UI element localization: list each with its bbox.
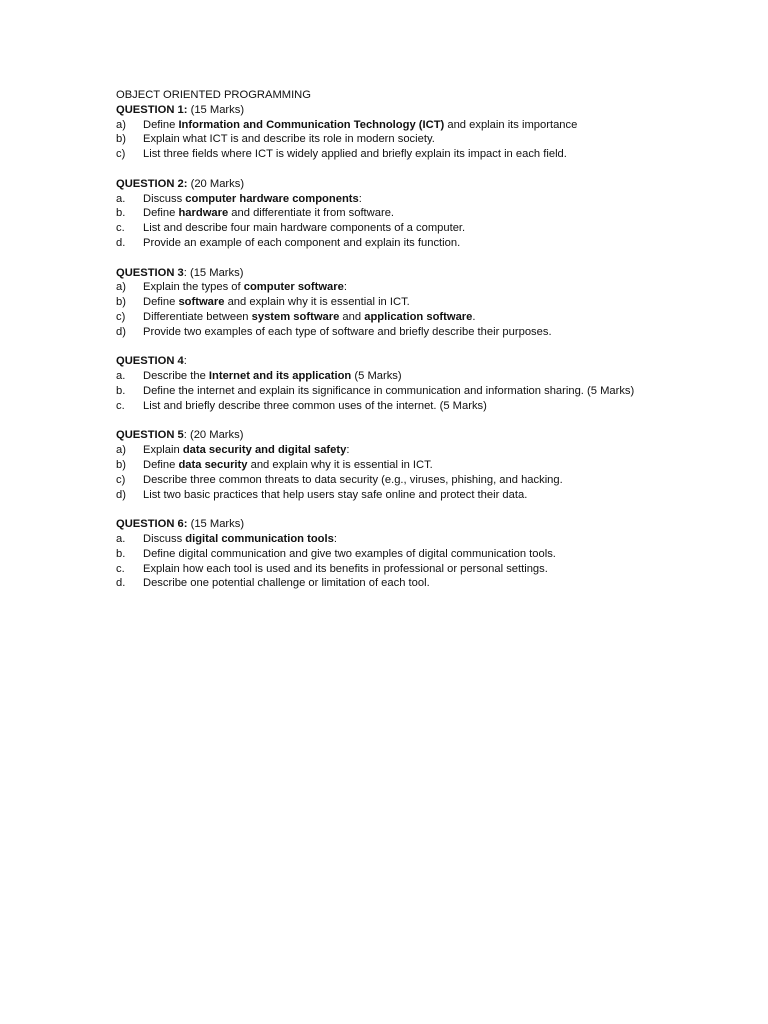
- item-text-run: Differentiate between: [143, 310, 252, 323]
- item-text: [143, 458, 656, 473]
- question-item: [116, 473, 656, 488]
- item-label: c.: [116, 222, 125, 235]
- question-number: QUESTION 6:: [116, 518, 188, 531]
- question-number: QUESTION 5: [116, 429, 184, 442]
- item-label: a.: [116, 192, 126, 205]
- question-block: [116, 177, 656, 251]
- question-item: [116, 192, 656, 207]
- item-label: d): [116, 325, 126, 338]
- item-key-term: data security and digital safety: [182, 444, 347, 457]
- question-block: [116, 354, 656, 413]
- item-text-run: :: [346, 444, 350, 457]
- item-label: b): [116, 296, 126, 309]
- item-text-run: (5 Marks): [351, 370, 402, 383]
- item-text-run: List and describe four main hardware components of a computer.: [143, 222, 466, 235]
- question-marks: (20 Marks): [187, 177, 245, 190]
- item-text: [143, 562, 656, 577]
- question-heading: [116, 266, 656, 281]
- document-title: OBJECT ORIENTED PROGRAMMING: [116, 89, 311, 101]
- question-block: [116, 517, 656, 591]
- question-block: [116, 266, 656, 340]
- item-text: [143, 384, 656, 399]
- item-text-run: List three fields where ICT is widely applied and briefly explain its impact in each field.: [143, 148, 567, 161]
- question-number: QUESTION 3: [116, 266, 184, 279]
- item-text-run: :: [343, 281, 347, 294]
- item-text-run: List two basic practices that help users stay safe online and protect their data.: [143, 488, 528, 501]
- question-item: [116, 488, 656, 503]
- item-text: [143, 236, 656, 251]
- item-label: c.: [116, 562, 125, 575]
- item-key-term: computer hardware components: [185, 192, 359, 205]
- item-text: [143, 295, 656, 310]
- item-label: b.: [116, 547, 126, 560]
- item-text: [143, 547, 656, 562]
- item-label: b.: [116, 207, 126, 220]
- question-marks: : (15 Marks): [183, 266, 244, 279]
- item-text: [143, 206, 656, 221]
- question-heading: [116, 103, 656, 118]
- question-item: [116, 458, 656, 473]
- item-text: [143, 310, 656, 325]
- question-heading: [116, 354, 656, 369]
- item-text-run: and explain its importance: [444, 118, 578, 131]
- question-marks: :: [183, 355, 187, 368]
- question-marks: : (20 Marks): [183, 429, 244, 442]
- item-text-run: and differentiate it from software.: [228, 207, 395, 220]
- item-text: [143, 473, 656, 488]
- question-list: [116, 103, 656, 591]
- question-item: [116, 295, 656, 310]
- item-text-run: Provide two examples of each type of software and briefly describe their purposes.: [143, 325, 552, 338]
- item-text-run: Define the internet and explain its significance in communication and information sharing. (5 Marks): [143, 384, 635, 397]
- item-text: [143, 488, 656, 503]
- question-marks: (15 Marks): [187, 103, 245, 116]
- question-item: [116, 532, 656, 547]
- question-block: [116, 103, 656, 162]
- item-text: [143, 118, 656, 133]
- item-label: b): [116, 133, 126, 146]
- item-text-run: Define: [143, 458, 179, 471]
- item-label: d.: [116, 577, 126, 590]
- item-key-term: hardware: [178, 207, 229, 220]
- item-label: c): [116, 473, 126, 486]
- item-text: [143, 147, 656, 162]
- question-heading: [116, 177, 656, 192]
- item-text-run: Define digital communication and give two examples of digital communication tools.: [143, 547, 556, 560]
- item-text: [143, 399, 656, 414]
- item-key-term: data security: [178, 458, 248, 471]
- question-number: QUESTION 4: [116, 355, 184, 368]
- item-key-term: digital communication tools: [185, 532, 334, 545]
- item-text-run: Describe three common threats to data security (e.g., viruses, phishing, and hacking.: [143, 473, 563, 486]
- item-text-run: and: [339, 310, 365, 323]
- item-label: a): [116, 118, 126, 131]
- item-key-term: application software: [364, 310, 473, 323]
- question-item: [116, 369, 656, 384]
- item-text-run: Describe the: [143, 370, 209, 383]
- question-item: [116, 399, 656, 414]
- item-key-term: software: [178, 296, 225, 309]
- item-label: d.: [116, 236, 126, 249]
- item-text-run: List and briefly describe three common uses of the internet. (5 Marks): [143, 399, 487, 412]
- item-label: a): [116, 444, 126, 457]
- item-label: a.: [116, 532, 126, 545]
- question-heading: [116, 517, 656, 532]
- item-text: [143, 280, 656, 295]
- item-text: [143, 132, 656, 147]
- document-page: [116, 88, 656, 606]
- item-key-term: system software: [251, 310, 340, 323]
- question-item: [116, 280, 656, 295]
- item-text-run: Define: [143, 118, 179, 131]
- question-block: [116, 428, 656, 502]
- item-text-run: Explain what ICT is and describe its role in modern society.: [143, 133, 435, 146]
- item-label: c): [116, 148, 126, 161]
- item-text-run: Provide an example of each component and explain its function.: [143, 236, 461, 249]
- item-text-run: :: [333, 532, 337, 545]
- item-text-run: Explain: [143, 444, 183, 457]
- item-text: [143, 576, 656, 591]
- question-item: [116, 576, 656, 591]
- question-item: [116, 118, 656, 133]
- question-heading: [116, 428, 656, 443]
- item-text: [143, 221, 656, 236]
- item-label: b): [116, 458, 126, 471]
- item-label: b.: [116, 384, 126, 397]
- item-text-run: and explain why it is essential in ICT.: [224, 296, 410, 309]
- question-number: QUESTION 2:: [116, 177, 188, 190]
- item-text-run: Discuss: [143, 192, 186, 205]
- item-label: d): [116, 488, 126, 501]
- item-key-term: computer software: [243, 281, 344, 294]
- item-key-term: Internet and its application: [208, 370, 352, 383]
- question-item: [116, 221, 656, 236]
- item-text-run: :: [358, 192, 362, 205]
- item-text-run: Discuss: [143, 532, 186, 545]
- question-item: [116, 443, 656, 458]
- item-text-run: Describe one potential challenge or limitation of each tool.: [143, 577, 430, 590]
- item-label: c.: [116, 399, 125, 412]
- item-text: [143, 532, 656, 547]
- question-item: [116, 132, 656, 147]
- question-item: [116, 547, 656, 562]
- question-item: [116, 147, 656, 162]
- question-item: [116, 310, 656, 325]
- item-label: a): [116, 281, 126, 294]
- question-item: [116, 325, 656, 340]
- question-item: [116, 236, 656, 251]
- item-text: [143, 443, 656, 458]
- item-label: a.: [116, 370, 126, 383]
- item-text-run: and explain why it is essential in ICT.: [247, 458, 433, 471]
- item-text-run: Define: [143, 207, 179, 220]
- item-text-run: Explain the types of: [143, 281, 244, 294]
- item-text-run: Define: [143, 296, 179, 309]
- question-item: [116, 562, 656, 577]
- question-marks: (15 Marks): [187, 518, 245, 531]
- item-label: c): [116, 310, 126, 323]
- item-text: [143, 325, 656, 340]
- item-text: [143, 369, 656, 384]
- question-item: [116, 384, 656, 399]
- question-number: QUESTION 1:: [116, 103, 188, 116]
- item-text-run: Explain how each tool is used and its benefits in professional or personal settings.: [143, 562, 548, 575]
- item-key-term: Information and Communication Technology (ICT): [178, 118, 445, 131]
- question-item: [116, 206, 656, 221]
- item-text: [143, 192, 656, 207]
- item-text-run: .: [472, 310, 476, 323]
